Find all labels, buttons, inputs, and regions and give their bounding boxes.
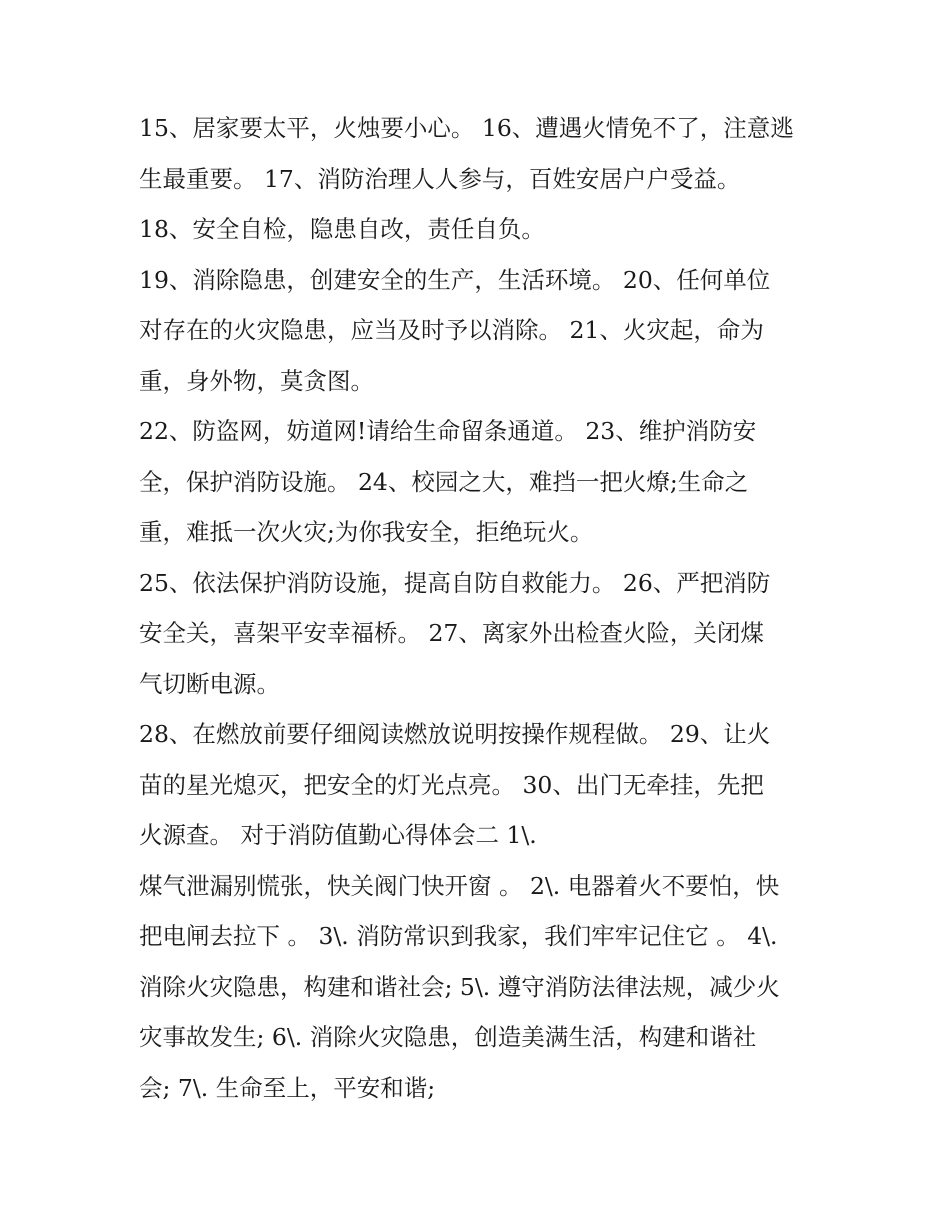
text-line: 安全关，喜架平安幸福桥。 27、离家外出检查火险，关闭煤 xyxy=(139,619,764,647)
text-line: 火源查。 对于消防值勤心得体会二 1\. xyxy=(139,821,537,849)
text-line: 19、消除隐患，创建安全的生产，生活环境。 20、任何单位 xyxy=(139,265,771,294)
text-line: 把电闸去拉下 。 3\. 消防常识到我家，我们牢牢记住它 。 4\. xyxy=(139,922,778,950)
text-line: 会; 7\. 生命至上，平安和谐; xyxy=(139,1073,436,1102)
text-line: 气切断电源。 xyxy=(139,669,280,698)
text-line: 生最重要。 17、消防治理人人参与，百姓安居户户受益。 xyxy=(139,164,741,193)
text-line: 全，保护消防设施。 24、校园之大，难挡一把火燎;生命之 xyxy=(139,467,749,496)
text-line: 重，难抵一次火灾;为你我安全，拒绝玩火。 xyxy=(139,518,594,546)
text-line: 对存在的火灾隐患，应当及时予以消除。 21、火灾起，命为 xyxy=(139,316,764,344)
text-line: 22、防盗网，妨道网!请给生命留条通道。 23、维护消防安 xyxy=(139,417,757,445)
text-line: 18、安全自检，隐患自改，责任自负。 xyxy=(139,215,545,243)
text-line: 15、居家要太平，火烛要小心。 16、遭遇火情免不了，注意逃 xyxy=(139,114,794,142)
text-line: 28、在燃放前要仔细阅读燃放说明按操作规程做。 29、让火 xyxy=(139,720,771,748)
document-body xyxy=(139,103,829,1113)
text-line: 25、依法保护消防设施，提高自防自救能力。 26、严把消防 xyxy=(139,568,771,597)
text-line: 苗的星光熄灭，把安全的灯光点亮。 30、出门无牵挂，先把 xyxy=(139,770,764,799)
text-line: 重，身外物，莫贪图。 xyxy=(139,366,374,395)
text-line: 消除火灾隐患，构建和谐社会; 5\. 遵守消防法律法规，减少火 xyxy=(139,972,780,1001)
text-line: 灾事故发生; 6\. 消除火灾隐患，创造美满生活，构建和谐社 xyxy=(139,1023,757,1051)
text-line: 煤气泄漏别慌张，快关阀门快开窗 。 2\. 电器着火不要怕，快 xyxy=(139,871,780,900)
